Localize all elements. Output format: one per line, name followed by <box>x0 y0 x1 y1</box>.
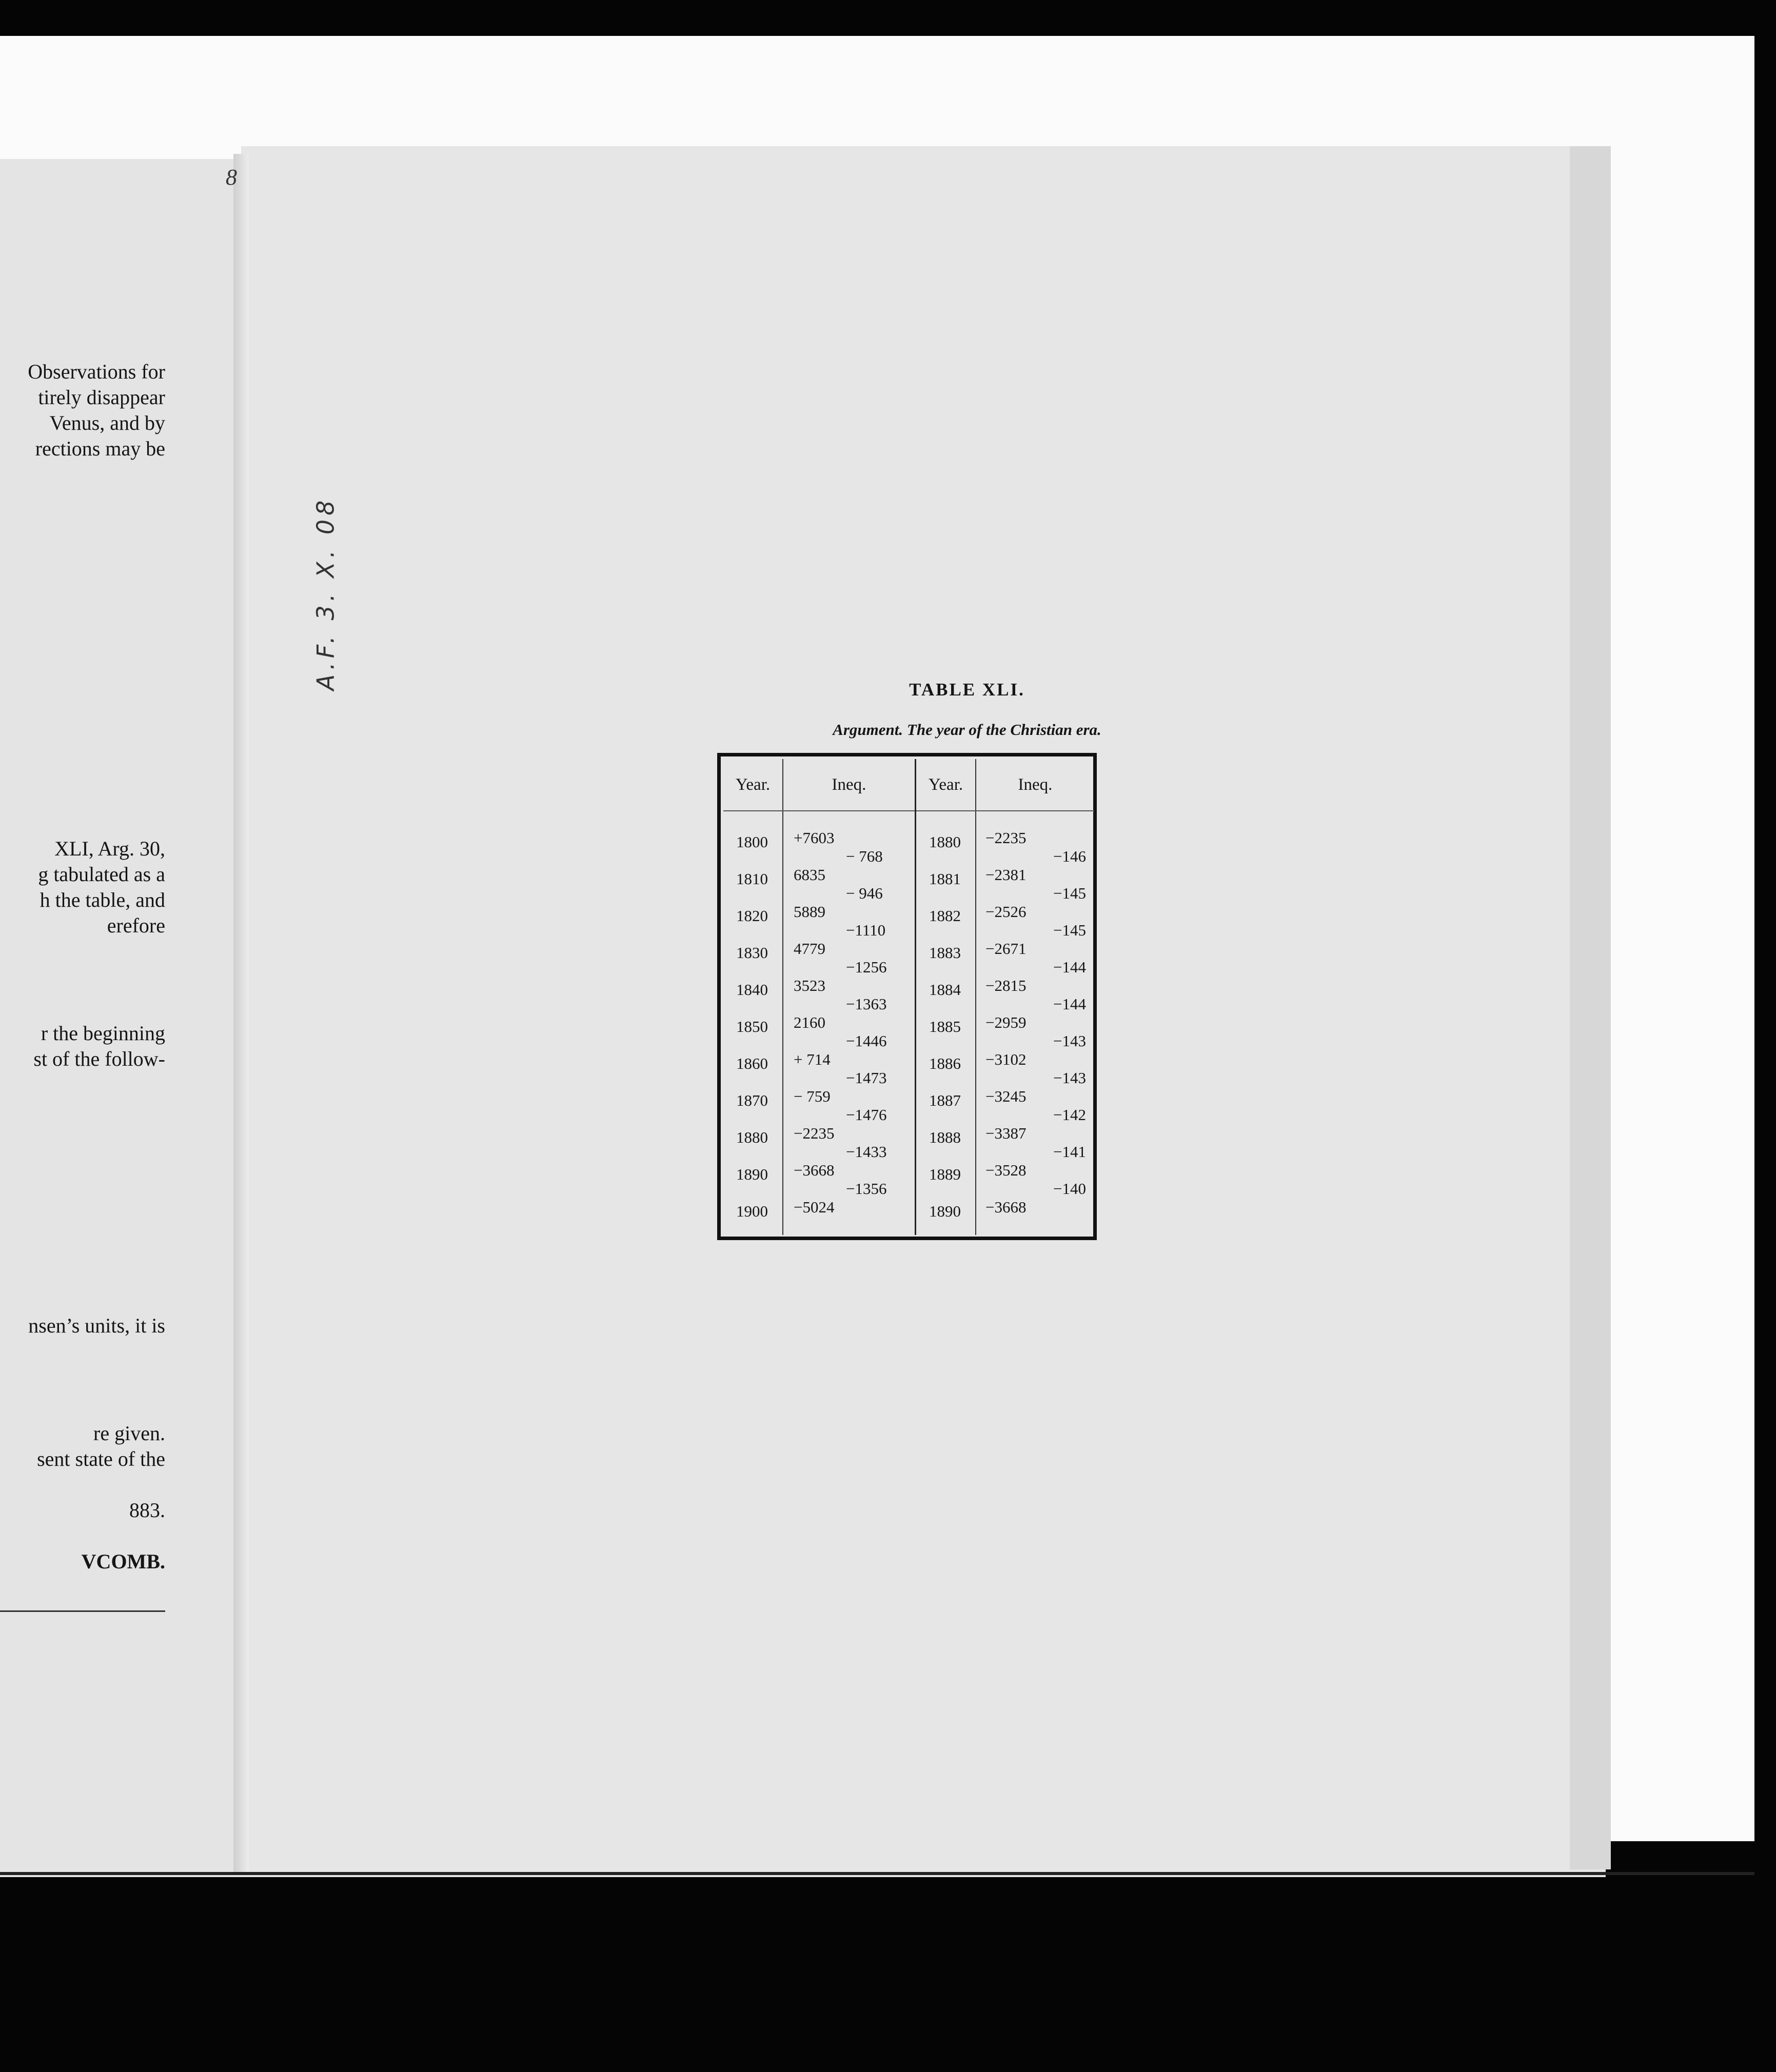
left-text-fragment: Venus, and by <box>49 411 165 434</box>
column-years-left <box>723 811 782 1235</box>
year-cell: 1820 <box>736 907 768 925</box>
header-year-left: Year. <box>723 759 783 811</box>
year-cell: 1890 <box>929 1202 961 1220</box>
page-mark: 8 <box>226 165 237 190</box>
header-ineq-left: Ineq. <box>783 759 916 811</box>
left-text-fragment: st of the follow- <box>33 1047 165 1070</box>
left-text-fragment: sent state of the <box>37 1447 165 1470</box>
year-cell: 1850 <box>736 1018 768 1035</box>
ineq-value-cell: −2526 <box>985 903 1027 921</box>
difference-cell: −140 <box>1053 1180 1086 1198</box>
ineq-value-cell: −3387 <box>985 1124 1027 1142</box>
ineq-value-cell: 5889 <box>794 903 825 921</box>
year-cell: 1885 <box>929 1018 961 1035</box>
difference-cell: −1256 <box>846 958 887 976</box>
difference-cell: −145 <box>1053 921 1086 939</box>
ineq-value-cell: 4779 <box>794 940 825 958</box>
difference-cell: −1363 <box>846 995 887 1013</box>
column-ineq-right <box>976 811 1094 1235</box>
ineq-value-cell: −5024 <box>794 1198 835 1216</box>
year-cell: 1884 <box>929 981 961 999</box>
year-cell: 1880 <box>929 833 961 851</box>
year-cell: 1880 <box>736 1128 768 1146</box>
difference-cell: − 768 <box>846 847 883 865</box>
left-text-fragment: erefore <box>107 914 165 937</box>
page-bottom-edge <box>0 1872 1754 1875</box>
ineq-value-cell: 6835 <box>794 866 825 884</box>
year-cell: 1883 <box>929 944 961 962</box>
difference-cell: −1433 <box>846 1143 887 1161</box>
year-cell: 1886 <box>929 1054 961 1072</box>
ineq-value-cell: − 759 <box>794 1087 831 1105</box>
gutter-shadow <box>233 154 249 1875</box>
year-cell: 1890 <box>736 1165 768 1183</box>
difference-cell: −143 <box>1053 1069 1086 1087</box>
ineq-value-cell: −2235 <box>794 1124 835 1142</box>
page-edge <box>1570 146 1611 1869</box>
ineq-value-cell: −3245 <box>985 1087 1027 1105</box>
year-cell: 1860 <box>736 1054 768 1072</box>
left-text-fragment: g tabulated as a <box>38 863 165 886</box>
handwritten-note: A.F. 3. X. 08 <box>311 496 340 691</box>
left-text-fragment: tirely disappear <box>38 386 165 409</box>
left-text-fragment: nsen’s units, it is <box>28 1314 165 1337</box>
ineq-value-cell: −2381 <box>985 866 1027 884</box>
ineq-value-cell: −3668 <box>794 1161 835 1179</box>
ineq-value-cell: −3102 <box>985 1050 1027 1068</box>
header-year-right: Year. <box>916 759 976 811</box>
difference-cell: −1476 <box>846 1106 887 1124</box>
difference-cell: −142 <box>1053 1106 1086 1124</box>
signature-rule <box>0 1610 165 1612</box>
difference-cell: −141 <box>1053 1143 1086 1161</box>
table-body-row <box>723 811 1094 1235</box>
difference-cell: −1473 <box>846 1069 887 1087</box>
year-cell: 1888 <box>929 1128 961 1146</box>
difference-cell: −143 <box>1053 1032 1086 1050</box>
difference-cell: −1446 <box>846 1032 887 1050</box>
year-cell: 1840 <box>736 981 768 999</box>
left-text-fragment: re given. <box>93 1422 165 1445</box>
ineq-value-cell: −3668 <box>985 1198 1027 1216</box>
table-argument: Argument. The year of the Christian era. <box>833 721 1101 739</box>
year-cell: 1810 <box>736 870 768 888</box>
column-ineq-left <box>783 811 915 1235</box>
table-title: TABLE XLI. <box>909 680 1025 700</box>
year-cell: 1882 <box>929 907 961 925</box>
year-cell: 1870 <box>736 1091 768 1109</box>
ineq-value-cell: −2671 <box>985 940 1027 958</box>
ineq-value-cell: +7603 <box>794 829 835 847</box>
ineq-value-cell: + 714 <box>794 1050 831 1068</box>
left-text-fragment: VCOMB. <box>81 1550 165 1573</box>
difference-cell: −144 <box>1053 958 1086 976</box>
ineq-value-cell: 3523 <box>794 977 825 994</box>
left-text-fragment: r the beginning <box>41 1022 165 1045</box>
difference-cell: −144 <box>1053 995 1086 1013</box>
left-text-fragment: Observations for <box>28 360 165 383</box>
left-text-fragment: h the table, and <box>40 888 165 911</box>
year-cell: 1887 <box>929 1091 961 1109</box>
year-cell: 1900 <box>736 1202 768 1220</box>
difference-cell: −146 <box>1053 847 1086 865</box>
left-text-fragment: rections may be <box>35 437 165 460</box>
ineq-value-cell: −2815 <box>985 977 1027 994</box>
difference-cell: − 946 <box>846 884 883 902</box>
year-cell: 1830 <box>736 944 768 962</box>
left-text-fragment: XLI, Arg. 30, <box>54 837 165 860</box>
ineq-value-cell: −3528 <box>985 1161 1027 1179</box>
column-years-right <box>916 811 975 1235</box>
ineq-value-cell: 2160 <box>794 1013 825 1031</box>
ineq-value-cell: −2235 <box>985 829 1027 847</box>
ineq-value-cell: −2959 <box>985 1013 1027 1031</box>
difference-cell: −1110 <box>846 921 886 939</box>
inequality-table <box>723 759 1094 1235</box>
difference-cell: −1356 <box>846 1180 887 1198</box>
year-cell: 1889 <box>929 1165 961 1183</box>
year-cell: 1881 <box>929 870 961 888</box>
year-cell: 1800 <box>736 833 768 851</box>
left-text-fragment: 883. <box>129 1499 165 1522</box>
header-ineq-right: Ineq. <box>976 759 1094 811</box>
difference-cell: −145 <box>1053 884 1086 902</box>
table-header-row <box>723 759 1094 811</box>
